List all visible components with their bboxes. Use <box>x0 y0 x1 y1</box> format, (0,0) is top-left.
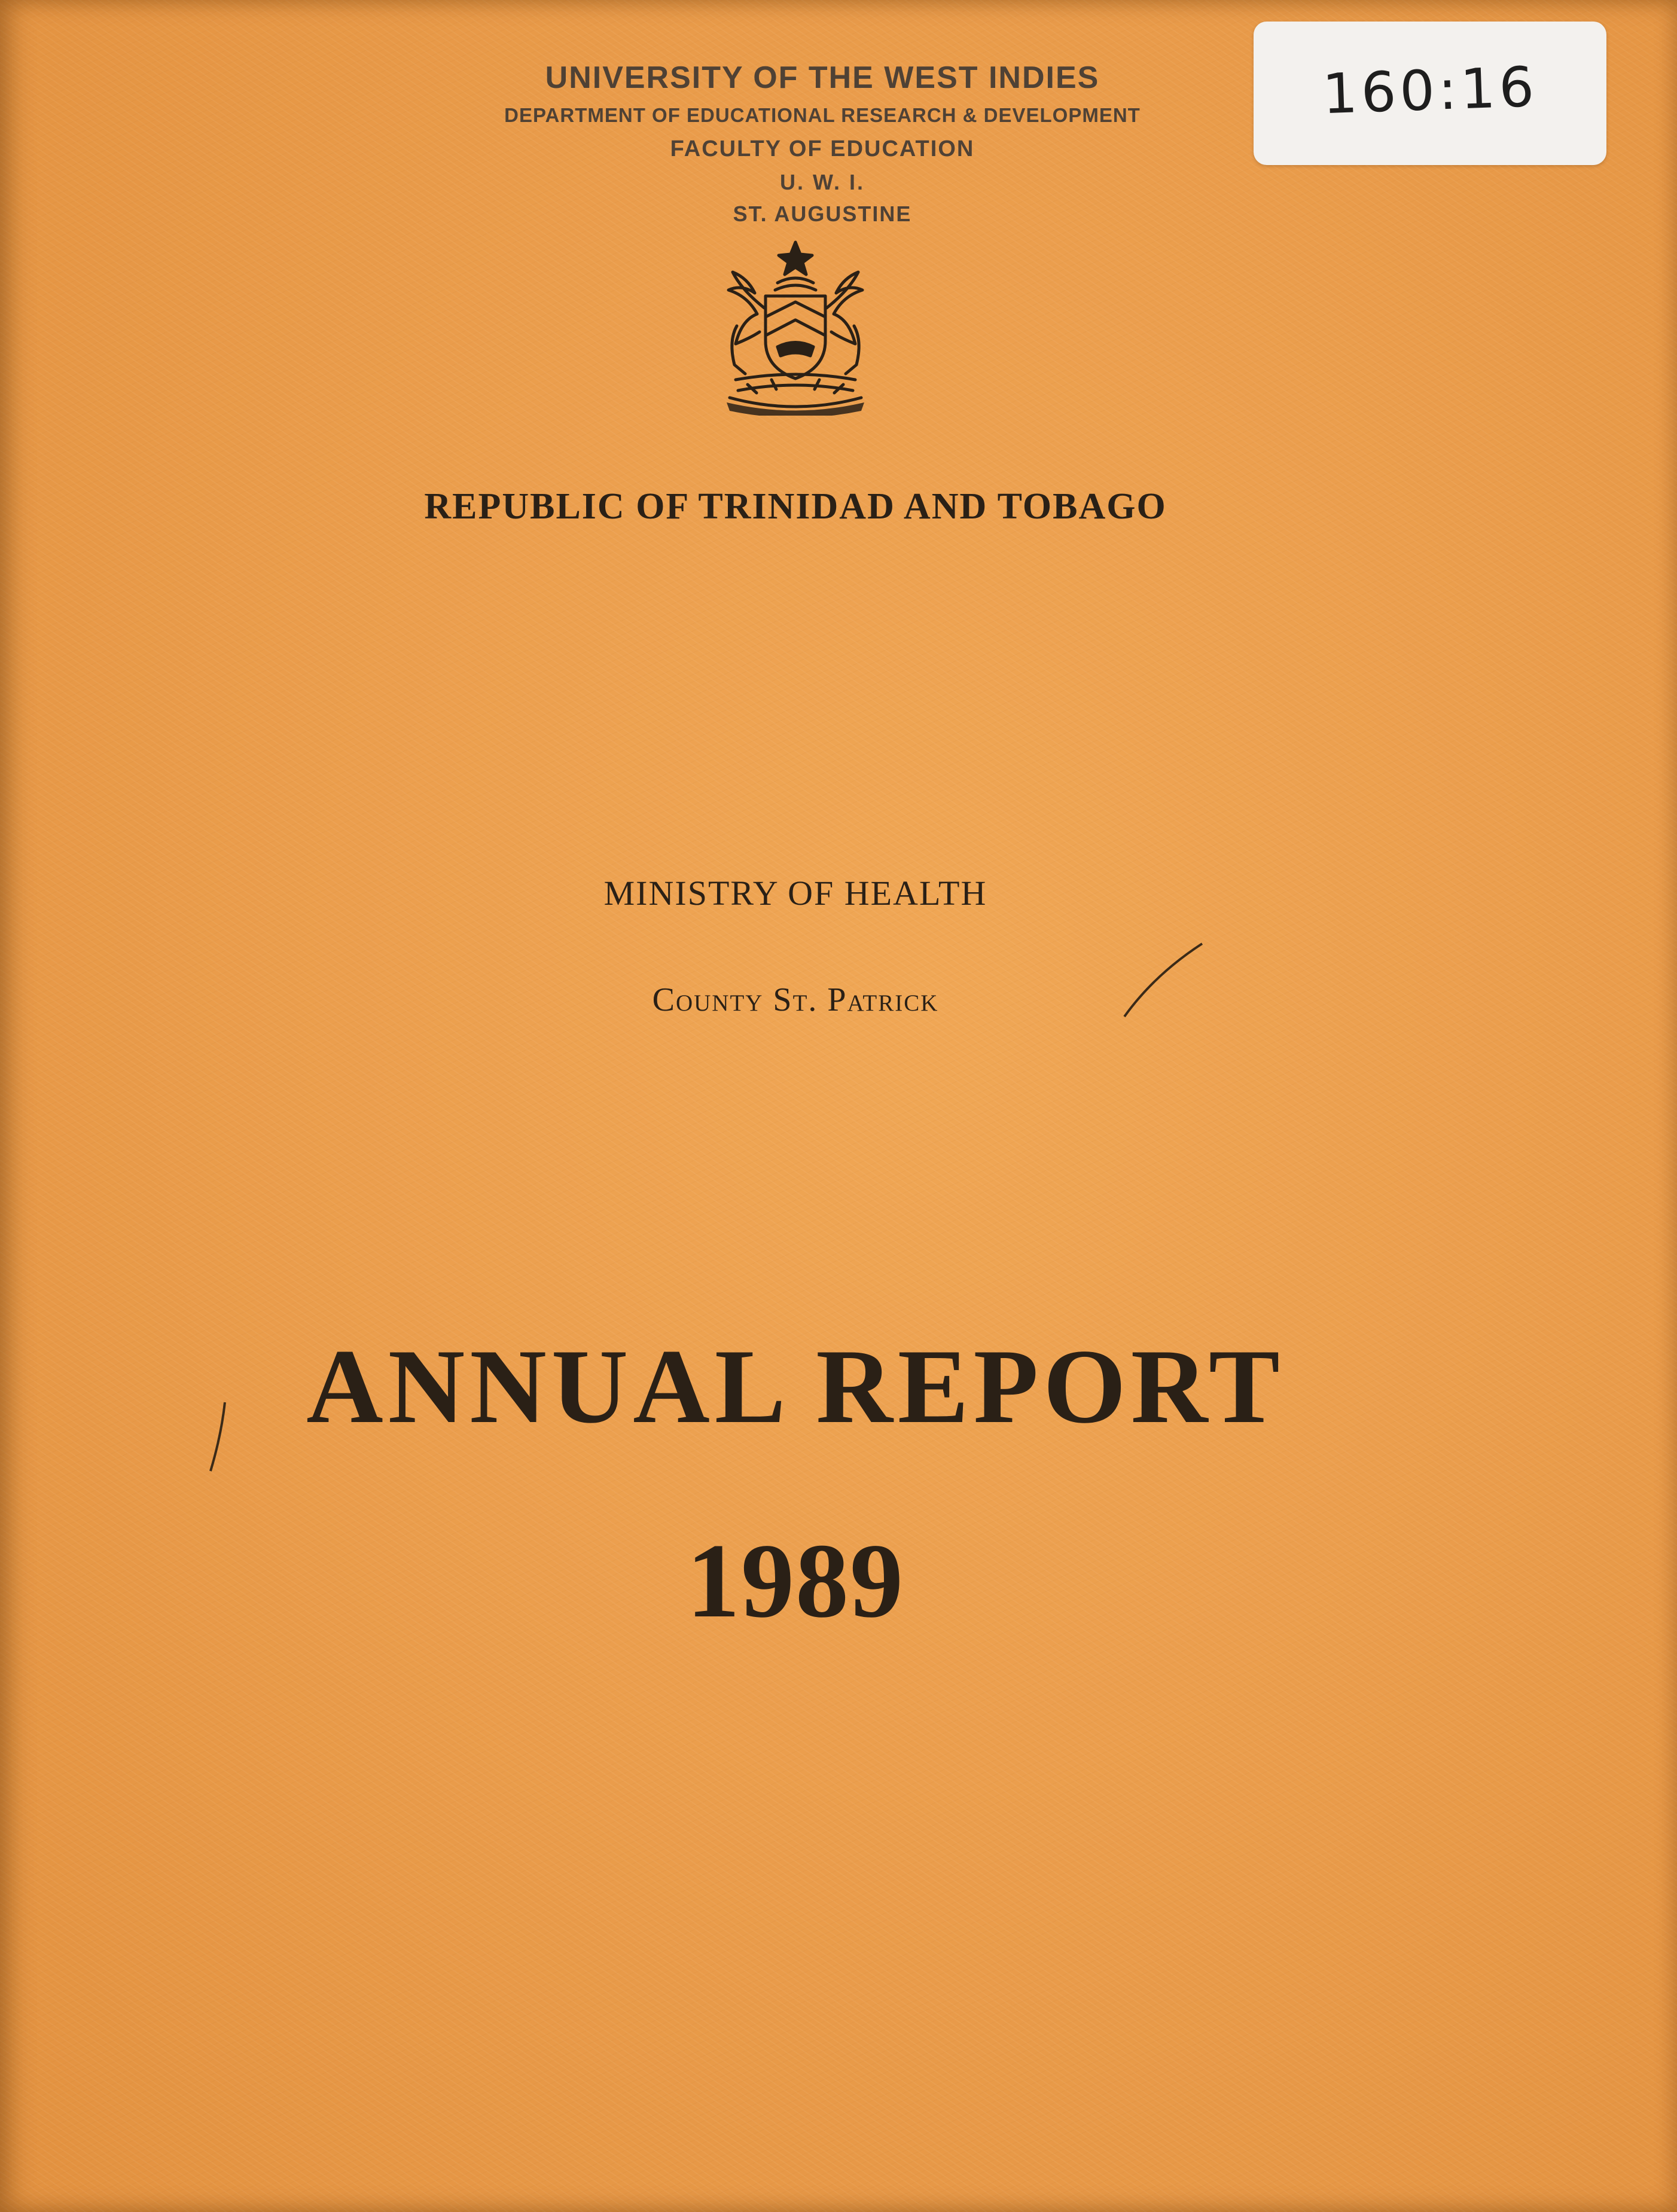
stamp-line-university: UNIVERSITY OF THE WEST INDIES <box>545 60 1100 95</box>
county-name: County St. Patrick <box>652 981 939 1018</box>
report-year: 1989 <box>687 1521 904 1640</box>
stamp-line-uwi: U. W. I. <box>779 170 865 194</box>
report-title: ANNUAL REPORT <box>306 1327 1285 1445</box>
library-stamp <box>478 57 1166 229</box>
call-number-label <box>1254 22 1606 165</box>
ministry-name: MINISTRY OF HEALTH <box>603 874 987 913</box>
stamp-line-faculty: FACULTY OF EDUCATION <box>670 136 975 161</box>
call-number: 160:16 <box>1321 54 1539 127</box>
stamp-line-campus: ST. AUGUSTINE <box>733 202 912 226</box>
country-name: REPUBLIC OF TRINIDAD AND TOBAGO <box>424 486 1167 527</box>
coat-of-arms-icon <box>700 236 891 416</box>
stamp-line-department: DEPARTMENT OF EDUCATIONAL RESEARCH & DEVELOPMENT <box>504 104 1141 126</box>
